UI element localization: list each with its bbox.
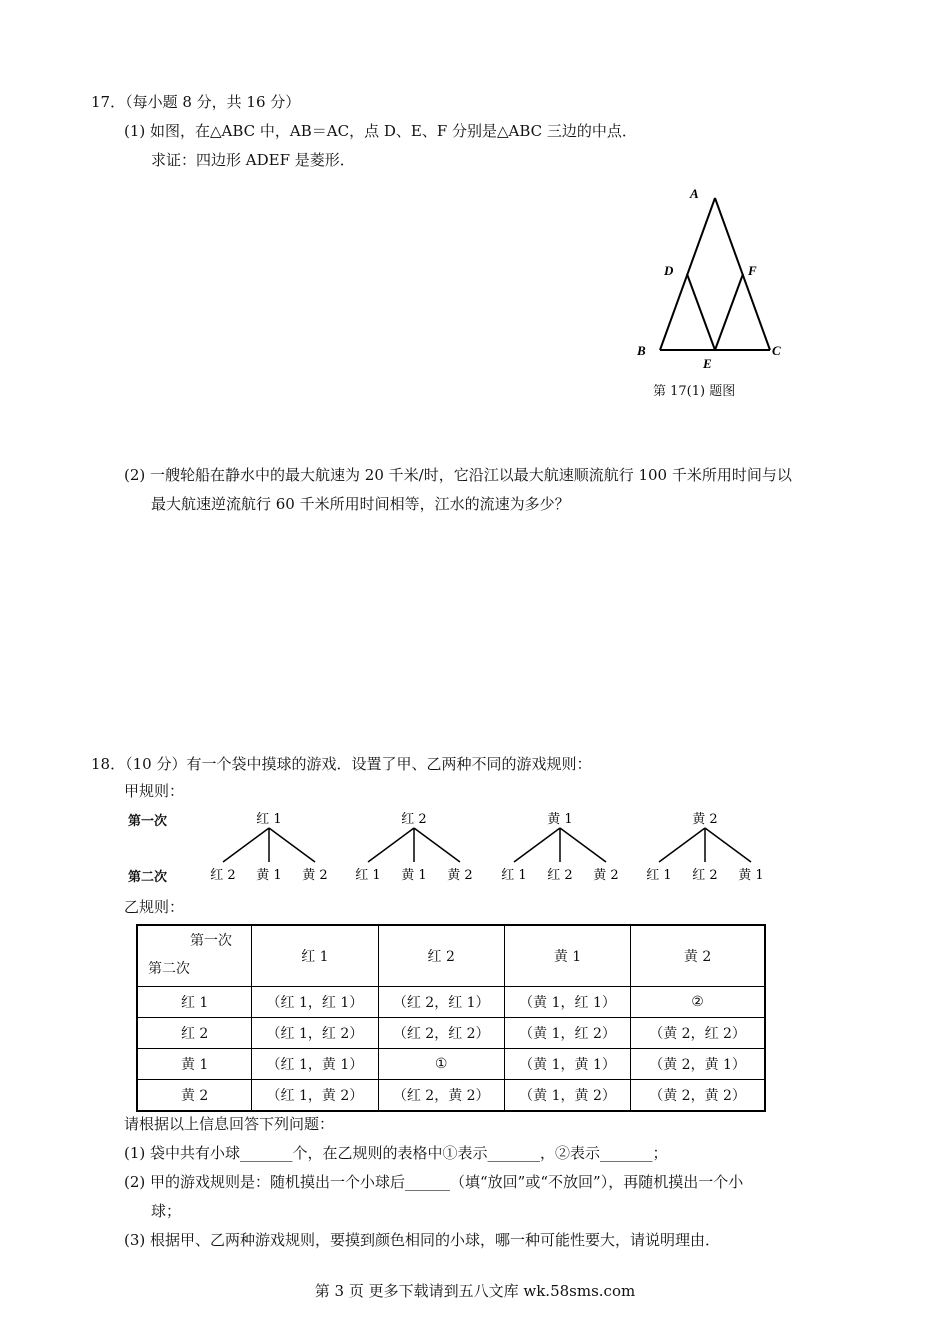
table-cell: （红 1，黄 2） xyxy=(252,1080,378,1112)
table-cell: （黄 1，黄 2） xyxy=(504,1080,630,1112)
tree1-leaf1: 红 2 xyxy=(210,868,236,883)
edge-fe xyxy=(715,274,743,350)
tree1-leaf2: 黄 1 xyxy=(256,868,282,883)
col-header: 红 2 xyxy=(378,925,504,987)
label-a: A xyxy=(690,186,699,201)
q17-part2-line1: (2) 一艘轮船在静水中的最大航速为 20 千米/时，它沿江以最大航速顺流航行 100 千米所用时间与以 xyxy=(124,466,792,484)
corner-first: 第一次 xyxy=(190,933,232,949)
tree3-leaf2: 红 2 xyxy=(547,868,573,883)
second-draw-label: 第二次 xyxy=(128,870,168,885)
table-cell: （红 1，红 1） xyxy=(252,987,378,1018)
tree2-root: 红 2 xyxy=(401,812,427,827)
table-cell: （黄 2，黄 2） xyxy=(631,1080,765,1112)
table-cell: （红 2，黄 2） xyxy=(378,1080,504,1112)
tree3-leaf1: 红 1 xyxy=(501,868,527,883)
table-cell: （黄 2，黄 1） xyxy=(631,1049,765,1080)
tree3-root: 黄 1 xyxy=(547,812,573,827)
edge-de xyxy=(687,274,715,350)
rule-b-label: 乙规则： xyxy=(124,898,185,916)
tree2-leaf1: 红 1 xyxy=(355,868,381,883)
label-d: D xyxy=(664,263,674,278)
tree3-leaf3: 黄 2 xyxy=(593,868,619,883)
table-corner xyxy=(137,925,252,987)
row-header: 黄 2 xyxy=(137,1080,252,1112)
col-header: 红 1 xyxy=(252,925,378,987)
row-header: 黄 1 xyxy=(137,1049,252,1080)
table-cell: （黄 2，红 2） xyxy=(631,1018,765,1049)
q18-sub3: (3) 根据甲、乙两种游戏规则，要摸到颜色相同的小球，哪一种可能性要大，请说明理由． xyxy=(124,1231,721,1249)
table-cell: （红 2，红 1） xyxy=(378,987,504,1018)
table-cell: （黄 1，红 1） xyxy=(504,987,630,1018)
table-row xyxy=(137,1018,765,1049)
tree4-root: 黄 2 xyxy=(692,812,718,827)
table-cell: ② xyxy=(631,987,765,1018)
q18-sub1: (1) 袋中共有小球_______个，在乙规则的表格中①表示_______，②表示_______； xyxy=(124,1144,668,1162)
label-e: E xyxy=(703,356,712,371)
table-row xyxy=(137,1080,765,1112)
tree4-leaf1: 红 1 xyxy=(646,868,672,883)
table-cell: ① xyxy=(378,1049,504,1080)
tree4-leaf3: 黄 1 xyxy=(738,868,764,883)
col-header: 黄 1 xyxy=(504,925,630,987)
first-draw-label: 第一次 xyxy=(128,814,168,829)
q17-part1-prove: 求证：四边形 ADEF 是菱形． xyxy=(151,151,355,169)
label-f: F xyxy=(748,263,757,278)
col-header: 黄 2 xyxy=(631,925,765,987)
tree2-leaf3: 黄 2 xyxy=(447,868,473,883)
q18-sub2-line2: 球； xyxy=(151,1202,182,1220)
corner-second: 第二次 xyxy=(148,961,190,977)
q18-sub2-line1: (2) 甲的游戏规则是：随机摸出一个小球后______（填“放回”或“不放回”），再随机摸出一个小 xyxy=(124,1173,744,1191)
q17-header: 17．（每小题 8 分，共 16 分） xyxy=(91,93,301,111)
page-footer: 第 3 页 更多下载请到五八文库 wk.58sms.com xyxy=(314,1282,636,1300)
label-c: C xyxy=(772,343,781,358)
outcome-table xyxy=(136,924,766,1112)
label-b: B xyxy=(637,343,646,358)
tree1-leaf3: 黄 2 xyxy=(302,868,328,883)
table-cell: （黄 1，黄 1） xyxy=(504,1049,630,1080)
tree-diagram xyxy=(200,806,780,886)
figure-caption: 第 17(1) 题图 xyxy=(653,384,736,399)
triangle-figure xyxy=(620,180,800,410)
table-row xyxy=(137,1049,765,1080)
q18-prompt: 请根据以上信息回答下列问题： xyxy=(124,1115,335,1133)
tree4-leaf2: 红 2 xyxy=(692,868,718,883)
q17-part1-text: (1) 如图，在△ABC 中，AB＝AC，点 D、E、F 分别是△ABC 三边的中点． xyxy=(124,122,637,140)
q17-part2-line2: 最大航速逆流航行 60 千米所用时间相等，江水的流速为多少？ xyxy=(151,495,570,513)
row-header: 红 2 xyxy=(137,1018,252,1049)
table-cell: （红 1，红 2） xyxy=(252,1018,378,1049)
table-row xyxy=(137,987,765,1018)
tree1-root: 红 1 xyxy=(256,812,282,827)
table-cell: （红 1，黄 1） xyxy=(252,1049,378,1080)
table-cell: （黄 1，红 2） xyxy=(504,1018,630,1049)
tree2-leaf2: 黄 1 xyxy=(401,868,427,883)
rule-a-label: 甲规则： xyxy=(124,782,185,800)
table-cell: （红 2，红 2） xyxy=(378,1018,504,1049)
q18-header: 18．（10 分）有一个袋中摸球的游戏．设置了甲、乙两种不同的游戏规则： xyxy=(91,755,592,773)
row-header: 红 1 xyxy=(137,987,252,1018)
